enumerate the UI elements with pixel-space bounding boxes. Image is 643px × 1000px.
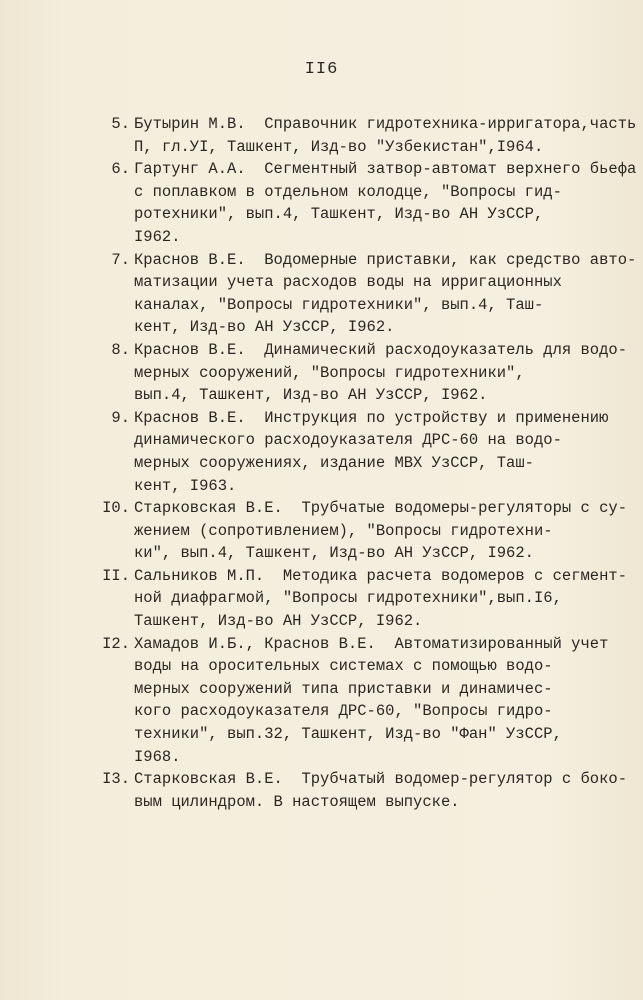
reference-text	[134, 768, 636, 813]
reference-continuation-line: ки", вып.4, Ташкент, Изд-во АН УзССР, I962.	[134, 544, 534, 563]
reference-first-line	[134, 249, 636, 272]
reference-continuation-line: техники", вып.32, Ташкент, Изд-во "Фан" УзССР,	[134, 725, 562, 744]
reference-continuation-line: с поплавком в отдельном колодце, "Вопросы гид-	[134, 182, 562, 201]
reference-text	[134, 113, 636, 158]
reference-continuation-line: воды на оросительных системах с помощью водо-	[134, 657, 553, 676]
reference-continuation-line: I968.	[134, 747, 181, 766]
reference-title: Методика расчета водомеров с сегмент-	[282, 566, 627, 585]
reference-item	[96, 407, 636, 497]
reference-number: 9.	[111, 408, 130, 427]
reference-continuation-line: динамического расходоуказателя ДРС-60 на водо-	[134, 431, 562, 450]
reference-item	[96, 249, 636, 339]
reference-text	[134, 565, 636, 633]
reference-author: Старковская В.Е.	[134, 770, 283, 789]
reference-number: I3.	[102, 770, 130, 789]
reference-continuation-line: матизации учета расходов воды на ирригационных	[134, 273, 562, 292]
reference-author: Краснов В.Е.	[134, 408, 246, 427]
reference-item	[96, 565, 636, 633]
reference-continuation-line: жением (сопротивлением), "Вопросы гидротехни-	[134, 521, 553, 540]
reference-continuation-line: ной диафрагмой, "Вопросы гидротехники",вып.I6,	[134, 589, 562, 608]
reference-continuation-line: кого расходоуказателя ДРС-60, "Вопросы гидро-	[134, 702, 553, 721]
reference-continuation-line: ротехники", вып.4, Ташкент, Изд-во АН УзССР,	[134, 205, 544, 224]
reference-continuation-line: каналах, "Вопросы гидротехники", вып.4, Таш-	[134, 295, 544, 314]
reference-item	[96, 158, 636, 248]
reference-first-line	[134, 113, 636, 136]
reference-continuation-line: вып.4, Ташкент, Изд-во АН УзССР, I962.	[134, 386, 488, 405]
reference-first-line	[134, 158, 636, 181]
reference-text	[134, 407, 636, 497]
reference-title: Трубчатый водомер-регулятор с боко-	[301, 770, 627, 789]
reference-text	[134, 339, 636, 407]
reference-continuation-line: мерных сооружений типа приставки и динамичес-	[134, 679, 553, 698]
reference-author: Бутырин М.В.	[134, 115, 246, 133]
reference-title: Динамический расходоуказатель для водо-	[264, 340, 627, 359]
reference-continuation-line: кент, I963.	[134, 476, 237, 495]
reference-item	[96, 339, 636, 407]
reference-first-line	[134, 633, 636, 656]
reference-continuation-line: Ташкент, Изд-во АН УзССР, I962.	[134, 612, 423, 631]
reference-number: I0.	[102, 499, 130, 518]
reference-text	[134, 497, 636, 565]
reference-title: Трубчатые водомеры-регуляторы с су-	[301, 499, 627, 518]
reference-text	[134, 158, 636, 248]
reference-author: Гартунг А.А.	[134, 160, 246, 179]
reference-text	[134, 633, 636, 769]
reference-title: Водомерные приставки, как средство авто-	[264, 250, 637, 269]
reference-continuation-line: П, гл.УI, Ташкент, Изд-во "Узбекистан",I964.	[134, 137, 544, 156]
reference-title: Справочник гидротехника-ирригатора,часть	[264, 115, 637, 133]
reference-first-line	[134, 565, 636, 588]
reference-author: Краснов В.Е.	[134, 340, 246, 359]
reference-number: 7.	[111, 250, 130, 269]
reference-continuation-line: мерных сооружениях, издание МВХ УзССР, Таш-	[134, 453, 534, 472]
reference-item	[96, 768, 636, 813]
reference-author: Краснов В.Е.	[134, 250, 246, 269]
reference-list	[96, 113, 636, 813]
reference-first-line	[134, 497, 636, 520]
reference-item	[96, 113, 636, 158]
reference-text	[134, 249, 636, 339]
reference-title: Сегментный затвор-автомат верхнего бьефа	[264, 160, 637, 179]
reference-continuation-line: I962.	[134, 227, 181, 246]
reference-author: Сальников М.П.	[134, 566, 265, 585]
reference-first-line	[134, 339, 636, 362]
reference-author: Хамадов И.Б., Краснов В.Е.	[134, 634, 376, 653]
reference-continuation-line: кент, Изд-во АН УзССР, I962.	[134, 318, 395, 337]
reference-number: 8.	[111, 340, 130, 359]
reference-title: Автоматизированный учет	[394, 634, 609, 653]
reference-item	[96, 497, 636, 565]
reference-first-line	[134, 768, 636, 791]
reference-first-line	[134, 407, 636, 430]
page-number: II6	[304, 60, 339, 79]
reference-number: II.	[102, 566, 130, 585]
reference-title: Инструкция по устройству и применению	[264, 408, 609, 427]
reference-number: I2.	[102, 634, 130, 653]
reference-author: Старковская В.Е.	[134, 499, 283, 518]
reference-continuation-line: вым цилиндром. В настоящем выпуске.	[134, 792, 460, 811]
reference-number: 5.	[111, 115, 130, 133]
reference-number: 6.	[111, 160, 130, 179]
reference-continuation-line: мерных сооружений, "Вопросы гидротехники",	[134, 363, 525, 382]
reference-item	[96, 633, 636, 769]
